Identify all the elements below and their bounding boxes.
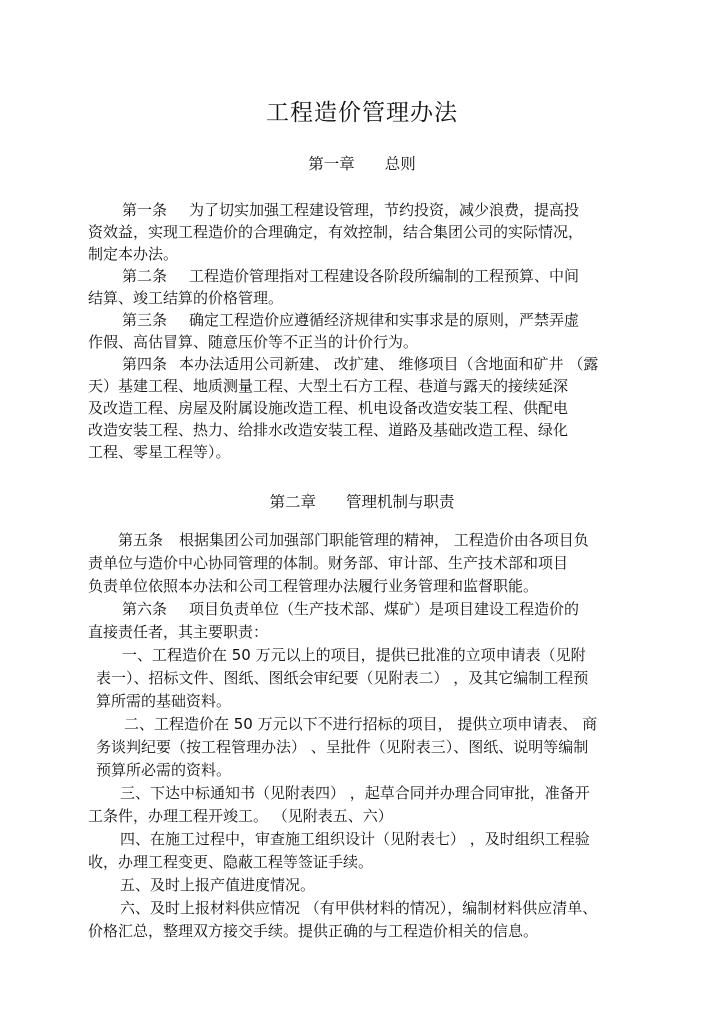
duty-1-line-3: 算所需的基础资料。 xyxy=(96,692,232,710)
duty-3-line-2: 工条件，办理工程开竣工。 （见附表五、六） xyxy=(88,807,393,825)
chapter-1-name: 总则 xyxy=(384,155,416,173)
chapter-1-heading xyxy=(0,152,724,174)
chapter-2-name: 管理机制与职责 xyxy=(346,493,455,511)
chapter-1-number: 第一章 xyxy=(308,155,355,173)
article-3-label: 第三条 xyxy=(122,311,168,329)
article-1-line-1: 第一条 为了切实加强工程建设管理，节约投资，减少浪费，提高投 xyxy=(122,201,580,219)
duty-6-line-1: 六、及时上报材料供应情况 （有甲供材料的情况），编制材料供应清单、 xyxy=(120,899,598,917)
article-3-line-1: 第三条 确定工程造价应遵循经济规律和实事求是的原则，严禁弄虚 xyxy=(122,311,580,329)
article-3-line-2: 作假、高估冒算、随意压价等不正当的计价行为。 xyxy=(88,333,419,351)
article-5-line-3: 负责单位依照本办法和公司工程管理办法履行业务管理和监督职能。 xyxy=(88,577,539,595)
article-4-line-2: 天）基建工程、地质测量工程、大型土石方工程、巷道与露天的接续延深 xyxy=(88,377,569,395)
duty-2-line-1: 二、工程造价在 50 万元以下不进行招标的项目， 提供立项申请表、 商 xyxy=(124,715,598,733)
article-1-line-2: 资效益，实现工程造价的合理确定，有效控制，结合集团公司的实际情况， xyxy=(88,223,584,241)
article-5-line-2: 责单位与造价中心协同管理的体制。财务部、审计部、生产技术部和项目 xyxy=(88,554,569,572)
article-2-label: 第二条 xyxy=(122,267,168,285)
article-5-line-1: 第五条 根据集团公司加强部门职能管理的精神， 工程造价由各项目负 xyxy=(118,531,589,549)
article-6-line-1: 第六条 项目负责单位（生产技术部、煤矿）是项目建设工程造价的 xyxy=(122,600,580,618)
duty-2-line-2: 务谈判纪要（按工程管理办法） 、呈批件（见附表三）、图纸、说明等编制 xyxy=(96,738,589,756)
duty-4-line-2: 收，办理工程变更、隐蔽工程等签证手续。 xyxy=(88,853,374,871)
article-4-line-1: 第四条 本办法适用公司新建、 改扩建、 维修项目（含地面和矿井 （露 xyxy=(122,355,599,373)
document-title: 工程造价管理办法 xyxy=(266,100,458,126)
article-2-line-2: 结算、竣工结算的价格管理。 xyxy=(88,289,284,307)
chapter-2-heading xyxy=(0,490,724,512)
article-5-label: 第五条 xyxy=(118,531,164,549)
duty-1-line-1: 一、工程造价在 50 万元以上的项目，提供已批准的立项申请表（见附 xyxy=(122,646,586,664)
duty-1-line-2: 表一）、招标文件、图纸、图纸会审纪要（见附表二） ，及其它编制工程预 xyxy=(96,669,589,687)
duty-2-line-3: 预算所必需的资料。 xyxy=(96,761,232,779)
chapter-2-number: 第二章 xyxy=(269,493,316,511)
duty-5-line-1: 五、及时上报产值进度情况。 xyxy=(120,876,316,894)
article-1-line-3: 制定本办法。 xyxy=(88,245,179,263)
duty-3-line-1: 三、下达中标通知书（见附表四） ，起草合同并办理合同审批，准备开 xyxy=(120,784,590,802)
article-6-line-2: 直接责任者，其主要职责： xyxy=(88,623,269,641)
article-4-line-3: 及改造工程、房屋及附属设施改造工程、机电设备改造安装工程、供配电 xyxy=(88,399,569,417)
article-1-label: 第一条 xyxy=(122,201,168,219)
article-4-line-5: 工程、零星工程等）。 xyxy=(88,443,231,461)
article-4-line-4: 改造安装工程、热力、给排水改造安装工程、道路及基础改造工程、绿化 xyxy=(88,421,569,439)
duty-4-line-1: 四、在施工过程中，审查施工组织设计（见附表七） ，及时组织工程验 xyxy=(120,830,590,848)
duty-6-line-2: 价格汇总，整理双方接交手续。提供正确的与工程造价相关的信息。 xyxy=(88,922,539,940)
article-4-label: 第四条 xyxy=(122,355,168,373)
article-6-label: 第六条 xyxy=(122,600,168,618)
article-2-line-1: 第二条 工程造价管理指对工程建设各阶段所编制的工程预算、中间 xyxy=(122,267,580,285)
